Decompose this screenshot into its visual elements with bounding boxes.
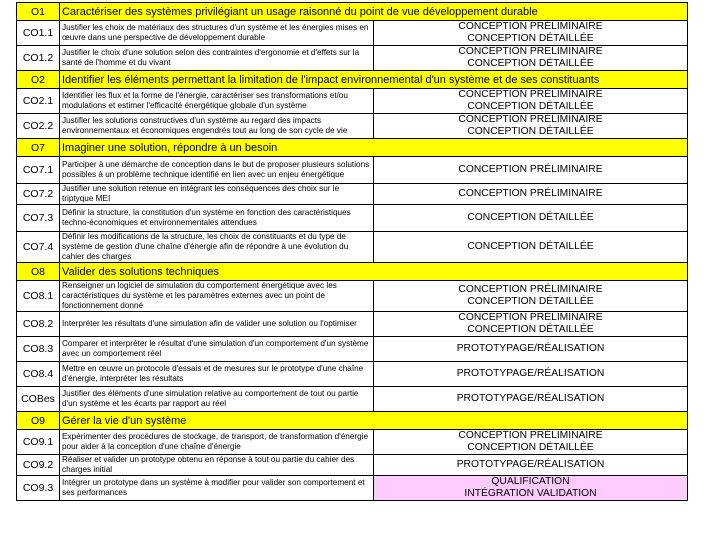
phase-label: CONCEPTION DÉTAILLÉE bbox=[467, 33, 594, 44]
competency-code: CO8.4 bbox=[17, 362, 60, 387]
competency-row bbox=[17, 337, 688, 362]
competency-row bbox=[17, 312, 688, 337]
phase-label: CONCEPTION PRÉLIMINAIRE bbox=[458, 164, 603, 175]
competency-code: CO2.1 bbox=[17, 89, 60, 114]
objective-row bbox=[17, 71, 688, 89]
phase-cell bbox=[374, 205, 688, 232]
phase-cell bbox=[374, 184, 688, 205]
competency-text: Définir la structure, la constitution d'un système en fonction des caractéristiques techno-économiques et environnementales attendues bbox=[60, 205, 374, 232]
competency-code: CO8.1 bbox=[17, 281, 60, 312]
competency-row bbox=[17, 430, 688, 455]
competency-text: Définir les modifications de la structure, les choix de constituants et du type de système de gestion d'une chaîne d'énergie afin de répondre à une évolution du cahier des charges bbox=[60, 232, 374, 263]
competency-code: CO7.1 bbox=[17, 157, 60, 184]
competency-code: COBes bbox=[17, 387, 60, 412]
phase-cell bbox=[374, 232, 688, 263]
competency-code: CO9.3 bbox=[17, 476, 60, 501]
competency-code: CO7.4 bbox=[17, 232, 60, 263]
competency-row bbox=[17, 21, 688, 46]
phase-label: PROTOTYPAGE/RÉALISATION bbox=[456, 459, 605, 470]
objective-code: O2 bbox=[17, 71, 60, 89]
phase-cell bbox=[374, 337, 688, 362]
competency-row bbox=[17, 455, 688, 476]
qualification-cell bbox=[374, 476, 688, 501]
competency-text: Expérimenter des procédures de stockage, de transport, de transformation d'énergie pour aider à la conception d'une chaîne d'énergie bbox=[60, 430, 374, 455]
phase-label: PROTOTYPAGE/RÉALISATION bbox=[456, 393, 605, 404]
competency-text: Participer à une démarche de conception dans le but de proposer plusieurs solutions possibles à un problème technique identifié en lien avec un enjeu énergétique bbox=[60, 157, 374, 184]
phase-label: CONCEPTION DÉTAILLÉE bbox=[467, 101, 594, 112]
competency-row bbox=[17, 114, 688, 139]
competency-code: CO8.3 bbox=[17, 337, 60, 362]
phase-cell bbox=[374, 430, 688, 455]
objective-code: O8 bbox=[17, 263, 60, 281]
phase-label: CONCEPTION DÉTAILLÉE bbox=[467, 126, 594, 137]
phase-label: CONCEPTION PRÉLIMINAIRE bbox=[458, 46, 603, 57]
competency-text: Justifier des éléments d'une simulation relative au comportement de tout ou partie d'un système et les écarts par rapport au réel bbox=[60, 387, 374, 412]
competency-text: Justifier les choix de matériaux des structures d'un système et les énergies mises en œuvre dans une perspective de développement durable bbox=[60, 21, 374, 46]
phase-cell bbox=[374, 46, 688, 71]
phase-label: CONCEPTION DÉTAILLÉE bbox=[467, 296, 594, 307]
objective-code: O1 bbox=[17, 3, 60, 21]
objective-row bbox=[17, 412, 688, 430]
competency-code: CO8.2 bbox=[17, 312, 60, 337]
competency-code: CO1.1 bbox=[17, 21, 60, 46]
phase-cell bbox=[374, 21, 688, 46]
phase-label: CONCEPTION DÉTAILLÉE bbox=[467, 212, 594, 223]
phase-label: CONCEPTION PRÉLIMINAIRE bbox=[458, 312, 603, 323]
competency-row bbox=[17, 46, 688, 71]
objective-row bbox=[17, 139, 688, 157]
competency-row bbox=[17, 232, 688, 263]
competency-text: Justifier le choix d'une solution selon des contraintes d'ergonomie et d'effets sur la santé de l'homme et du vivant bbox=[60, 46, 374, 71]
objective-row bbox=[17, 263, 688, 281]
phase-cell bbox=[374, 157, 688, 184]
phase-label: CONCEPTION PRÉLIMINAIRE bbox=[458, 89, 603, 100]
phase-cell bbox=[374, 281, 688, 312]
competency-code: CO9.2 bbox=[17, 455, 60, 476]
phase-label: INTÉGRATION VALIDATION bbox=[464, 488, 597, 499]
competency-row bbox=[17, 184, 688, 205]
competency-code: CO7.3 bbox=[17, 205, 60, 232]
objective-title: Identifier les éléments permettant la limitation de l'impact environnemental d'un système et de ses constituants bbox=[60, 71, 688, 89]
phase-label: CONCEPTION PRÉLIMINAIRE bbox=[458, 21, 603, 32]
competency-text: Réaliser et valider un prototype obtenu en réponse à tout ou partie du cahier des charges initial bbox=[60, 455, 374, 476]
phase-label: CONCEPTION DÉTAILLÉE bbox=[467, 58, 594, 69]
competency-text: Intégrer un prototype dans un système à modifier pour valider son comportement et ses performances bbox=[60, 476, 374, 501]
objective-row bbox=[17, 3, 688, 21]
competency-row bbox=[17, 476, 688, 501]
competency-text: Justifier une solution retenue en intégrant les conséquences des choix sur le triptyque MEI bbox=[60, 184, 374, 205]
competency-row bbox=[17, 362, 688, 387]
phase-label: CONCEPTION DÉTAILLÉE bbox=[467, 241, 594, 252]
phase-cell bbox=[374, 89, 688, 114]
phase-label: CONCEPTION PRÉLIMINAIRE bbox=[458, 114, 603, 125]
phase-label: QUALIFICATION bbox=[491, 476, 570, 487]
competency-code: CO9.1 bbox=[17, 430, 60, 455]
phase-label: CONCEPTION PRÉLIMINAIRE bbox=[458, 188, 603, 199]
phase-label: PROTOTYPAGE/RÉALISATION bbox=[456, 343, 605, 354]
objective-title: Imaginer une solution, répondre à un besoin bbox=[60, 139, 688, 157]
competency-text: Mettre en œuvre un protocole d'essais et de mesures sur le prototype d'une chaîne d'énergie, interpréter les résultats bbox=[60, 362, 374, 387]
phase-cell bbox=[374, 312, 688, 337]
competency-code: CO2.2 bbox=[17, 114, 60, 139]
phase-cell bbox=[374, 455, 688, 476]
competency-row bbox=[17, 89, 688, 114]
competency-row bbox=[17, 281, 688, 312]
objective-code: O9 bbox=[17, 412, 60, 430]
competency-text: Comparer et interpréter le résultat d'une simulation d'un comportement d'un système avec un comportement réel bbox=[60, 337, 374, 362]
objective-title: Valider des solutions techniques bbox=[60, 263, 688, 281]
objective-code: O7 bbox=[17, 139, 60, 157]
phase-label: PROTOTYPAGE/RÉALISATION bbox=[456, 368, 605, 379]
competency-row bbox=[17, 205, 688, 232]
phase-cell bbox=[374, 362, 688, 387]
competency-text: Interpréter les résultats d'une simulation afin de valider une solution ou l'optimiser bbox=[60, 312, 374, 337]
competency-row bbox=[17, 387, 688, 412]
objective-title: Caractériser des systèmes privilégiant un usage raisonné du point de vue développement durable bbox=[60, 3, 688, 21]
phase-cell bbox=[374, 114, 688, 139]
phase-label: CONCEPTION DÉTAILLÉE bbox=[467, 442, 594, 453]
phase-label: CONCEPTION DÉTAILLÉE bbox=[467, 324, 594, 335]
competency-code: CO1.2 bbox=[17, 46, 60, 71]
competency-row bbox=[17, 157, 688, 184]
phase-cell bbox=[374, 387, 688, 412]
competency-text: Identifier les flux et la forme de l'énergie, caractériser ses transformations et/ou modulations et estimer l'efficacité énergétique globale d'un système bbox=[60, 89, 374, 114]
phase-label: CONCEPTION PRÉLIMINAIRE bbox=[458, 430, 603, 441]
competency-table bbox=[16, 2, 688, 501]
competency-text: Justifier les solutions constructives d'un système au regard des impacts environnementaux et économiques engendrés tout au long de son cycle de vie bbox=[60, 114, 374, 139]
competency-text: Renseigner un logiciel de simulation du comportement énergétique avec les caractéristiques du système et les paramètres externes avec un point de fonctionnement donné bbox=[60, 281, 374, 312]
competency-code: CO7.2 bbox=[17, 184, 60, 205]
objective-title: Gérer la vie d'un système bbox=[60, 412, 688, 430]
phase-label: CONCEPTION PRÉLIMINAIRE bbox=[458, 284, 603, 295]
